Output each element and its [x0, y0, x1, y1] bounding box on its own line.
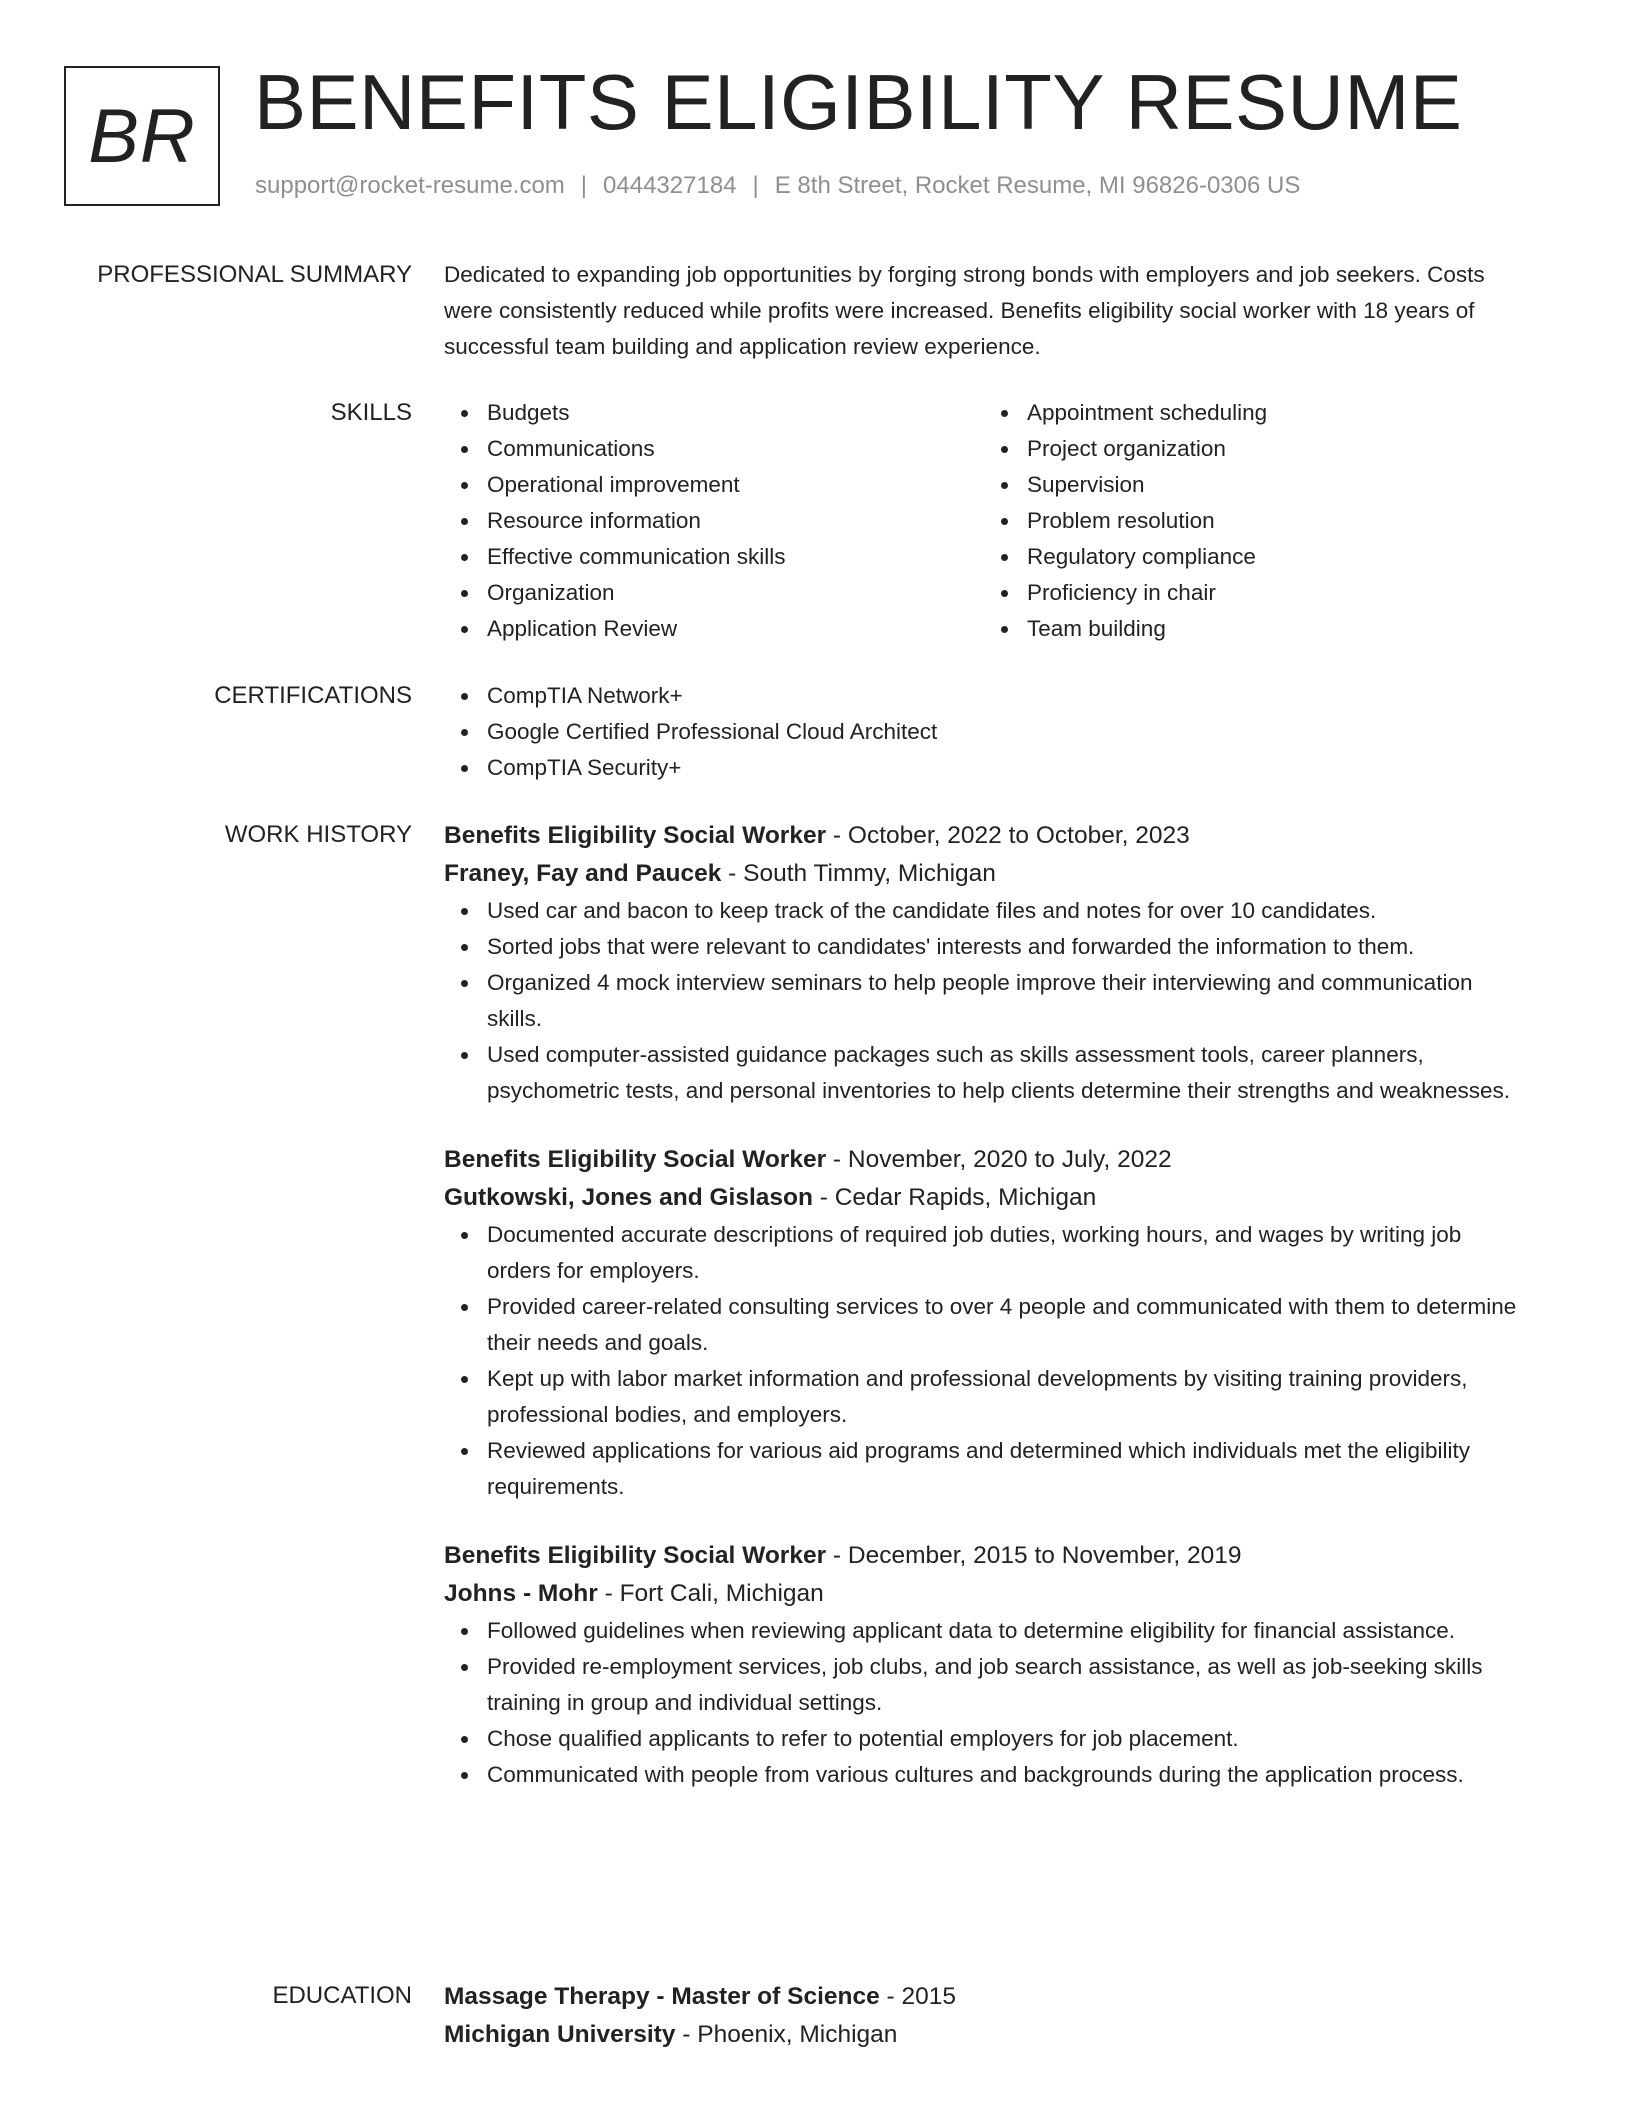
certification-item: Google Certified Professional Cloud Architect: [487, 714, 1524, 750]
skill-item: Problem resolution: [1027, 503, 1524, 539]
skills-columns: [444, 395, 1524, 647]
job-location: - South Timmy, Michigan: [721, 860, 996, 887]
skill-item: Operational improvement: [487, 467, 984, 503]
work-history-heading: WORK HISTORY: [224, 821, 412, 848]
skill-item: Project organization: [1027, 431, 1524, 467]
job-title: Benefits Eligibility Social Worker: [444, 1542, 827, 1569]
job-duty: Provided career-related consulting services to over 4 people and communicated with them to determine their needs and goals.: [487, 1289, 1524, 1361]
skill-item: Organization: [487, 575, 984, 611]
skill-item: Team building: [1027, 611, 1524, 647]
skill-item: Proficiency in chair: [1027, 575, 1524, 611]
job-duty: Reviewed applications for various aid programs and determined which individuals met the eligibility requirements.: [487, 1433, 1524, 1505]
job-duty: Sorted jobs that were relevant to candidates' interests and forwarded the information to them.: [487, 929, 1524, 965]
job-dates: - October, 2022 to October, 2023: [826, 822, 1190, 849]
job-duty: Organized 4 mock interview seminars to help people improve their interviewing and communication skills.: [487, 965, 1524, 1037]
job-duty: Documented accurate descriptions of required job duties, working hours, and wages by writing job orders for employers.: [487, 1217, 1524, 1289]
certifications-heading: CERTIFICATIONS: [214, 682, 412, 709]
job-duty: Chose qualified applicants to refer to potential employers for job placement.: [487, 1721, 1524, 1757]
work-history-body: [444, 817, 1524, 1825]
skill-item: Regulatory compliance: [1027, 539, 1524, 575]
job-duties-list: [444, 893, 1524, 1109]
job-title-line: [444, 817, 1524, 855]
skills-heading: SKILLS: [330, 399, 412, 426]
skill-item: Effective communication skills: [487, 539, 984, 575]
job-entry: [444, 1537, 1524, 1793]
certification-item: CompTIA Security+: [487, 750, 1524, 786]
certifications-list: [444, 678, 1524, 786]
contact-line: [255, 172, 1300, 200]
contact-separator: |: [580, 172, 588, 199]
job-duties-list: [444, 1217, 1524, 1505]
job-title-line: [444, 1141, 1524, 1179]
job-title: Benefits Eligibility Social Worker: [444, 1146, 827, 1173]
education-degree: Massage Therapy - Master of Science: [444, 1983, 880, 2010]
contact-separator: |: [752, 172, 759, 199]
contact-email: support@rocket-resume.com: [255, 172, 565, 199]
job-title: Benefits Eligibility Social Worker: [444, 822, 827, 849]
skills-list-left: [444, 395, 984, 647]
job-duty: Provided re-employment services, job clubs, and job search assistance, as well as job-seeking skills training in group and individual settings.: [487, 1649, 1524, 1721]
contact-phone: 0444327184: [603, 172, 737, 199]
contact-address: E 8th Street, Rocket Resume, MI 96826-0306 US: [774, 172, 1301, 199]
education-location: - Phoenix, Michigan: [675, 2021, 898, 2048]
job-company-line: [444, 1179, 1524, 1217]
skills-list-right: [984, 395, 1524, 647]
education-school: Michigan University: [444, 2021, 676, 2048]
job-company-line: [444, 855, 1524, 893]
skill-item: Communications: [487, 431, 984, 467]
job-entry: [444, 817, 1524, 1109]
job-duty: Communicated with people from various cultures and backgrounds during the application process.: [487, 1757, 1524, 1793]
resume-title: BENEFITS ELIGIBILITY RESUME: [254, 58, 1463, 146]
job-duties-list: [444, 1613, 1524, 1793]
education-heading: EDUCATION: [272, 1982, 412, 2009]
job-company-line: [444, 1575, 1524, 1613]
education-body: [444, 1978, 1524, 2054]
job-entry: [444, 1141, 1524, 1505]
summary-text: Dedicated to expanding job opportunities by forging strong bonds with employers and job seekers. Costs were consistently reduced while profits were increased. Benefits eligibility social worker with 18 years of successful team building and application review experience.: [444, 262, 1485, 359]
job-duty: Used computer-assisted guidance packages such as skills assessment tools, career planners, psychometric tests, and personal inventories to help clients determine their strengths and weaknesses.: [487, 1037, 1524, 1109]
job-duty: Used car and bacon to keep track of the candidate files and notes for over 10 candidates.: [487, 893, 1524, 929]
education-year: - 2015: [879, 1983, 957, 2010]
skill-item: Budgets: [487, 395, 984, 431]
job-title-line: [444, 1537, 1524, 1575]
skill-item: Supervision: [1027, 467, 1524, 503]
job-duty: Followed guidelines when reviewing applicant data to determine eligibility for financial assistance.: [487, 1613, 1524, 1649]
education-school-line: [444, 2016, 1524, 2054]
skill-item: Application Review: [487, 611, 984, 647]
job-company: Johns - Mohr: [444, 1580, 598, 1607]
job-duty: Kept up with labor market information and professional developments by visiting training providers, professional bodies, and employers.: [487, 1361, 1524, 1433]
summary-heading: PROFESSIONAL SUMMARY: [97, 261, 412, 288]
job-dates: - December, 2015 to November, 2019: [826, 1542, 1242, 1569]
job-dates: - November, 2020 to July, 2022: [826, 1146, 1172, 1173]
job-location: - Fort Cali, Michigan: [597, 1580, 824, 1607]
job-company: Franey, Fay and Paucek: [444, 860, 722, 887]
certifications-body: [444, 678, 1524, 786]
job-location: - Cedar Rapids, Michigan: [812, 1184, 1097, 1211]
skill-item: Appointment scheduling: [1027, 395, 1524, 431]
skill-item: Resource information: [487, 503, 984, 539]
certification-item: CompTIA Network+: [487, 678, 1524, 714]
monogram-box: [64, 66, 220, 206]
monogram-initials: BR: [88, 93, 196, 179]
job-company: Gutkowski, Jones and Gislason: [444, 1184, 813, 1211]
education-degree-line: [444, 1978, 1524, 2016]
